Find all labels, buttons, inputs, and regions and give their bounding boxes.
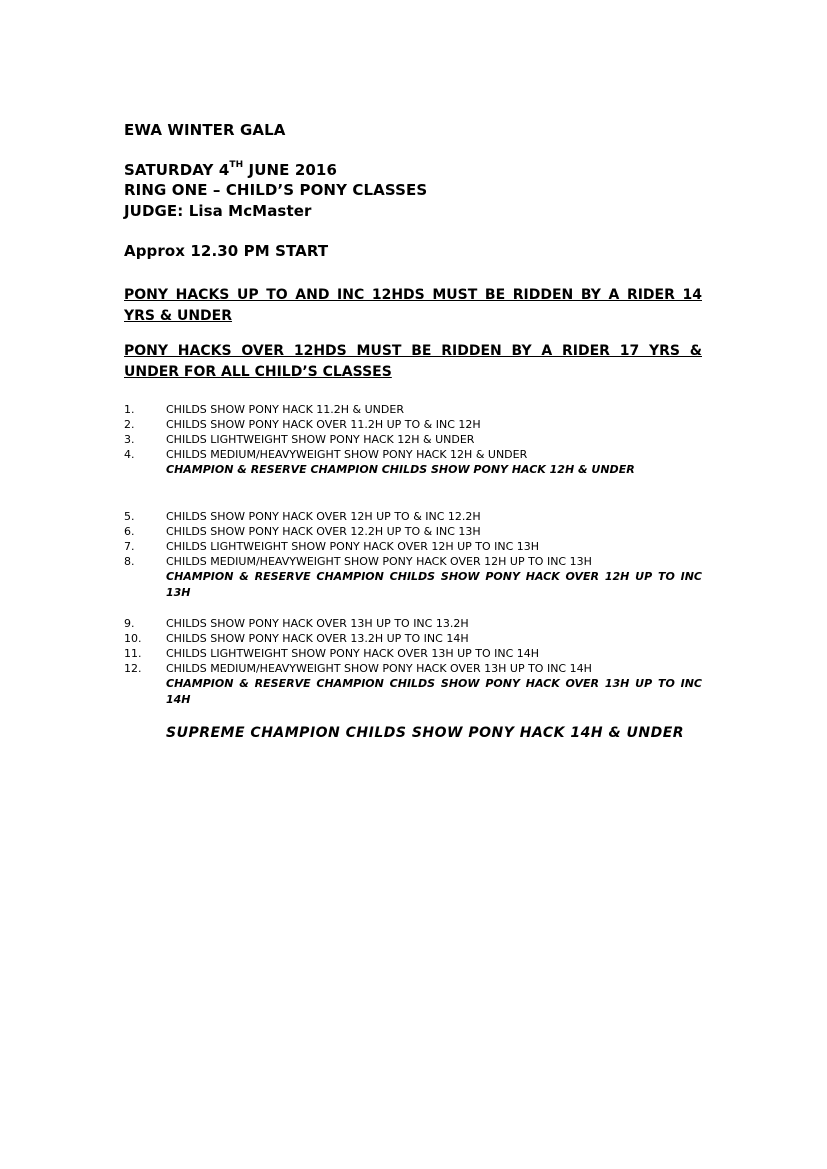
championship-12h: CHAMPION & RESERVE CHAMPION CHILDS SHOW PONY HACK 12H & UNDER [166,463,635,476]
class-number: 8. [124,555,135,568]
class-number: 12. [124,662,142,675]
championship-13h-14h: CHAMPION & RESERVE CHAMPION CHILDS SHOW PONY HACK OVER 13H UP TO INC 14H [166,677,702,706]
class-name: CHILDS LIGHTWEIGHT SHOW PONY HACK OVER 13H UP TO INC 14H [166,647,540,660]
class-name: CHILDS LIGHTWEIGHT SHOW PONY HACK 12H & UNDER [166,433,475,446]
ring-title: RING ONE – CHILD’S PONY CLASSES [124,181,428,199]
event-date [124,161,337,179]
class-number: 1. [124,403,135,416]
class-name: CHILDS SHOW PONY HACK OVER 13.2H UP TO INC 14H [166,632,469,645]
event-title: EWA WINTER GALA [124,121,286,139]
class-number: 4. [124,448,135,461]
class-number: 5. [124,510,135,523]
class-number: 3. [124,433,135,446]
class-number: 2. [124,418,135,431]
class-number: 11. [124,647,142,660]
class-name: CHILDS MEDIUM/HEAVYWEIGHT SHOW PONY HACK 12H & UNDER [166,448,528,461]
class-number: 6. [124,525,135,538]
class-name: CHILDS MEDIUM/HEAVYWEIGHT SHOW PONY HACK OVER 12H UP TO INC 13H [166,555,592,568]
date-suffix: JUNE 2016 [243,161,337,179]
class-name: CHILDS SHOW PONY HACK OVER 12.2H UP TO & INC 13H [166,525,481,538]
class-name: CHILDS SHOW PONY HACK 11.2H & UNDER [166,403,404,416]
start-time: Approx 12.30 PM START [124,242,329,260]
class-number: 9. [124,617,135,630]
championship-12h-13h: CHAMPION & RESERVE CHAMPION CHILDS SHOW PONY HACK OVER 12H UP TO INC 13H [166,570,702,599]
judge-line: JUDGE: Lisa McMaster [124,202,312,220]
supreme-championship: SUPREME CHAMPION CHILDS SHOW PONY HACK 14H & UNDER [166,725,685,741]
rule-12hds: PONY HACKS UP TO AND INC 12HDS MUST BE RIDDEN BY A RIDER 14 YRS & UNDER [124,287,702,324]
class-name: CHILDS SHOW PONY HACK OVER 11.2H UP TO & INC 12H [166,418,481,431]
class-name: CHILDS SHOW PONY HACK OVER 13H UP TO INC 13.2H [166,617,469,630]
class-name: CHILDS SHOW PONY HACK OVER 12H UP TO & INC 12.2H [166,510,481,523]
rule-over-12hds: PONY HACKS OVER 12HDS MUST BE RIDDEN BY A RIDER 17 YRS & UNDER FOR ALL CHILD’S CLASSES [124,343,702,380]
date-prefix: SATURDAY 4 [124,161,230,179]
class-number: 7. [124,540,135,553]
class-name: CHILDS LIGHTWEIGHT SHOW PONY HACK OVER 12H UP TO INC 13H [166,540,540,553]
class-number: 10. [124,632,142,645]
date-ordinal: TH [229,160,244,170]
class-name: CHILDS MEDIUM/HEAVYWEIGHT SHOW PONY HACK OVER 13H UP TO INC 14H [166,662,592,675]
